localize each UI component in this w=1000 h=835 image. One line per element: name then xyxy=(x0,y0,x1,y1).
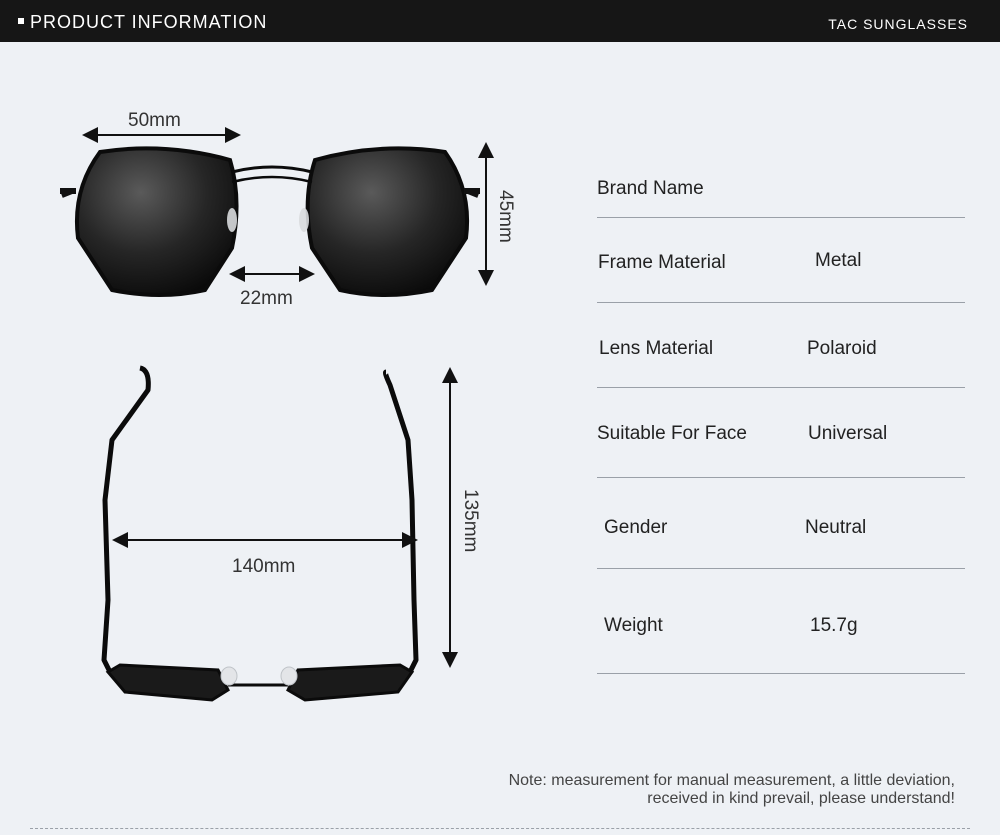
spec-value: Universal xyxy=(808,423,888,444)
spec-row-weight xyxy=(597,609,965,677)
spec-label: Gender xyxy=(604,517,668,538)
top-view xyxy=(104,368,416,700)
lens-height-label: 45mm xyxy=(495,190,516,243)
lens-width-label: 50mm xyxy=(128,110,181,131)
divider xyxy=(597,217,965,218)
left-lens xyxy=(77,148,237,295)
spec-row-suitable-face xyxy=(597,417,965,483)
spec-row-lens-material xyxy=(597,332,965,392)
bridge xyxy=(232,167,312,172)
spec-label: Lens Material xyxy=(599,338,714,359)
divider xyxy=(597,302,965,303)
bottom-divider xyxy=(30,828,970,829)
spec-value: Neutral xyxy=(805,517,867,538)
spec-label: Brand Name xyxy=(597,178,704,199)
divider xyxy=(597,568,965,569)
divider xyxy=(597,387,965,388)
divider xyxy=(597,673,965,674)
spec-label: Suitable For Face xyxy=(597,423,747,444)
spec-value: Polaroid xyxy=(807,338,877,359)
frame-width-label: 140mm xyxy=(232,556,296,577)
bridge-width-label: 22mm xyxy=(240,288,293,309)
spec-row-frame-material xyxy=(597,246,965,306)
measurement-note xyxy=(395,772,955,808)
divider xyxy=(597,477,965,478)
spec-row-brand xyxy=(597,172,965,220)
note-line-1: Note: measurement for manual measurement, a little deviation, xyxy=(508,772,955,789)
spec-label: Weight xyxy=(604,615,663,636)
spec-label: Frame Material xyxy=(598,252,726,273)
spec-row-gender xyxy=(597,511,965,573)
header-title: PRODUCT INFORMATION xyxy=(30,12,268,32)
note-line-2: received in kind prevail, please understand! xyxy=(647,790,955,807)
spec-value: 15.7g xyxy=(810,615,858,636)
right-lens xyxy=(308,148,467,295)
temple-length-label: 135mm xyxy=(460,489,481,553)
spec-value: Metal xyxy=(815,250,862,271)
header-brand: TAC SUNGLASSES xyxy=(828,16,968,32)
